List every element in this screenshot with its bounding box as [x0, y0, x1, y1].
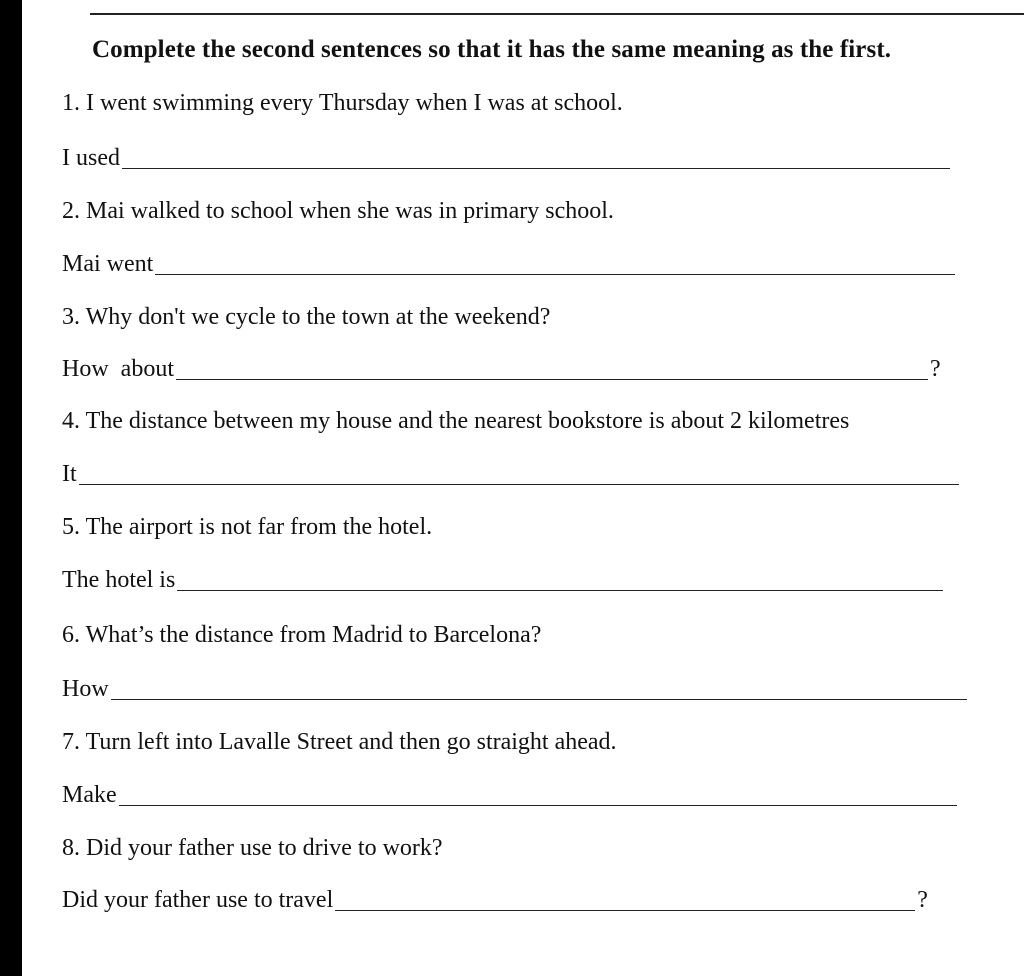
question-1-prompt: I used — [62, 145, 120, 171]
question-2-answer-row — [62, 249, 955, 279]
question-3-answer-blank[interactable] — [176, 379, 928, 380]
question-7-answer-blank[interactable] — [119, 805, 957, 806]
instruction-title: Complete the second sentences so that it has the same meaning as the first. — [92, 36, 892, 63]
question-6-answer-row — [62, 674, 967, 704]
question-8-answer-blank[interactable] — [335, 910, 915, 911]
question-8-answer-row — [62, 885, 928, 915]
question-7-sentence: 7. Turn left into Lavalle Street and then go straight ahead. — [62, 729, 617, 755]
question-6-sentence: 6. What’s the distance from Madrid to Barcelona? — [62, 622, 542, 648]
question-2-prompt: Mai went — [62, 251, 154, 277]
worksheet-page — [22, 0, 1024, 976]
question-8-prompt: Did your father use to travel — [62, 887, 334, 913]
question-6-prompt: How — [62, 676, 109, 702]
question-1-sentence: 1. I went swimming every Thursday when I was at school. — [62, 90, 623, 116]
question-2-sentence: 2. Mai walked to school when she was in primary school. — [62, 198, 614, 224]
question-3-end-mark: ? — [929, 356, 941, 382]
question-3-sentence: 3. Why don't we cycle to the town at the weekend? — [62, 304, 551, 330]
question-7-answer-row — [62, 780, 957, 810]
question-3-answer-row — [62, 354, 941, 384]
question-4-prompt: It — [62, 461, 77, 487]
top-divider — [90, 13, 1024, 15]
question-5-sentence: 5. The airport is not far from the hotel. — [62, 514, 433, 540]
question-5-prompt: The hotel is — [62, 567, 176, 593]
question-3-prompt: How about — [62, 356, 174, 382]
question-4-answer-row — [62, 459, 959, 489]
question-5-answer-blank[interactable] — [177, 590, 943, 591]
question-4-answer-blank[interactable] — [79, 484, 959, 485]
question-8-sentence: 8. Did your father use to drive to work? — [62, 835, 443, 861]
question-5-answer-row — [62, 565, 943, 595]
question-7-prompt: Make — [62, 782, 117, 808]
question-4-sentence: 4. The distance between my house and the nearest bookstore is about 2 kilometres — [62, 408, 850, 434]
question-2-answer-blank[interactable] — [155, 274, 955, 275]
question-6-answer-blank[interactable] — [111, 699, 967, 700]
question-8-end-mark: ? — [917, 887, 928, 913]
question-1-answer-blank[interactable] — [122, 168, 950, 169]
question-1-answer-row — [62, 143, 950, 173]
